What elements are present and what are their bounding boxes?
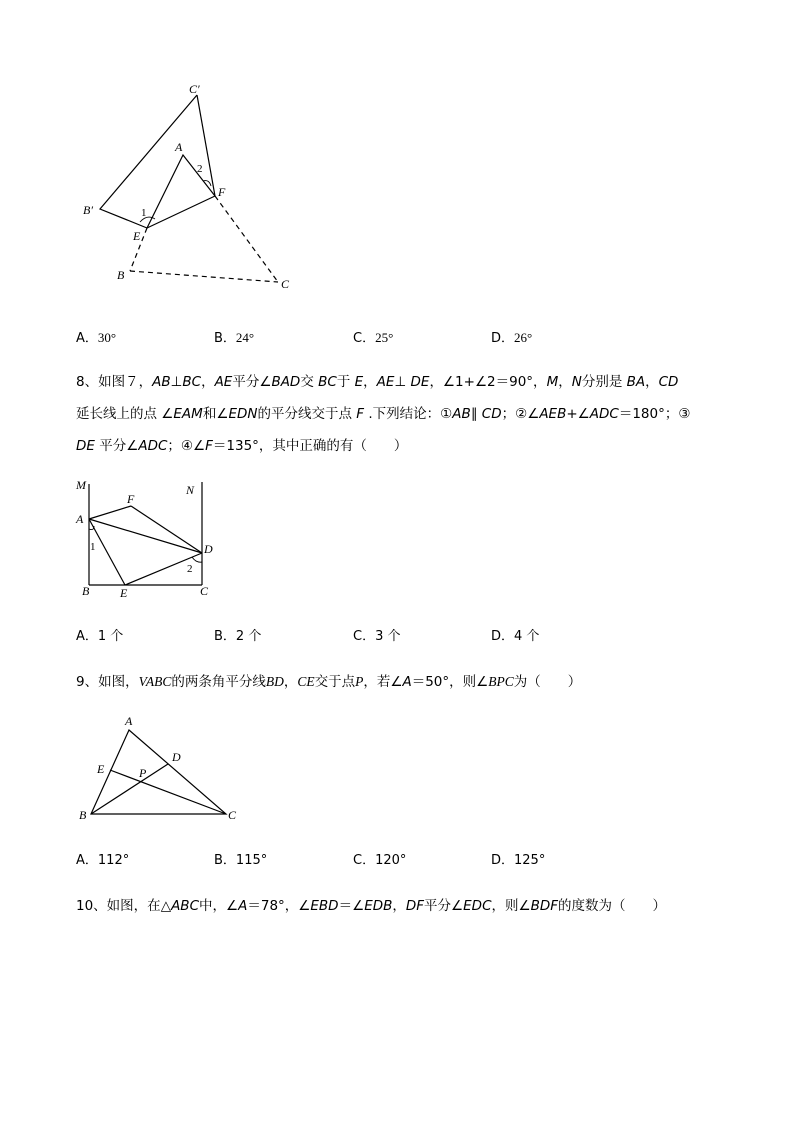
label-e: E — [120, 586, 128, 600]
label-angle-2: 2 — [187, 563, 193, 575]
q9-option-c[interactable] — [353, 849, 406, 868]
option-letter: B． — [214, 629, 236, 644]
q9-option-d[interactable] — [491, 849, 545, 868]
label-b: B — [82, 584, 90, 598]
label-m: M — [76, 478, 86, 492]
option-letter: D． — [491, 629, 515, 644]
label-angle-1: 1 — [141, 207, 147, 219]
option-value: 3 个 — [375, 629, 401, 644]
label-f: F — [127, 492, 135, 506]
q9-text: 9、如图，VABC的两条角平分线BD，CE交于点P，若∠A＝50°，则∠BPC为（ ） — [76, 674, 582, 690]
label-a: A — [76, 512, 84, 526]
label-n: N — [186, 483, 195, 497]
figure-angle-bisectors-triangle — [74, 712, 244, 824]
option-letter: B． — [214, 331, 236, 346]
option-value: 25° — [375, 330, 394, 345]
label-c-prime: C′ — [189, 82, 200, 96]
option-letter: A． — [76, 331, 98, 346]
label-c: C — [228, 808, 237, 822]
option-value: 125° — [514, 853, 546, 868]
label-p: P — [139, 766, 147, 780]
q10-text: 10、如图，在△ABC中，∠A＝78°，∠EBD＝∠EDB，DF平分∠EDC，则∠BDF的度数为（ ） — [76, 898, 667, 914]
label-e: E — [97, 762, 105, 776]
label-angle-2: 2 — [197, 163, 203, 175]
figure-quadrilateral-bisectors — [72, 476, 222, 602]
label-d: D — [172, 750, 181, 764]
label-e: E — [133, 229, 141, 243]
q8-text-line-2: 延长线上的点 ∠EAM和∠EDN的平分线交于点 F .下列结论：①AB∥ CD；②∠AEB+∠ADC＝180°；③ — [76, 406, 691, 422]
option-value: 26° — [514, 330, 533, 345]
q8-option-d[interactable] — [491, 625, 539, 644]
option-letter: A． — [76, 629, 98, 644]
q7-option-d[interactable] — [491, 327, 532, 346]
q9-option-a[interactable] — [76, 849, 129, 868]
option-letter: D． — [491, 331, 515, 346]
q8-option-a[interactable] — [76, 625, 123, 644]
option-value: 112° — [97, 853, 130, 868]
label-b: B — [117, 268, 125, 282]
option-letter: C． — [353, 853, 376, 868]
q9-option-b[interactable] — [214, 849, 267, 868]
q8-option-c[interactable] — [353, 625, 400, 644]
label-c: C — [281, 277, 290, 291]
label-a: A — [125, 714, 133, 728]
figure-folded-triangle — [70, 78, 310, 298]
label-f: F — [218, 185, 226, 199]
label-b: B — [79, 808, 87, 822]
q7-option-b[interactable] — [214, 327, 254, 346]
option-value: 2 个 — [235, 629, 262, 644]
label-c: C — [200, 584, 209, 598]
option-letter: C． — [353, 629, 376, 644]
label-b-prime: B′ — [83, 203, 93, 217]
option-value: 30° — [97, 330, 117, 345]
option-value: 4 个 — [514, 629, 540, 644]
option-letter: B． — [214, 853, 236, 868]
option-value: 24° — [235, 330, 255, 345]
option-value: 115° — [235, 853, 268, 868]
label-d: D — [204, 542, 213, 556]
option-letter: A． — [76, 853, 98, 868]
option-letter: C． — [353, 331, 376, 346]
q8-text-line-1: 8、如图７，AB⊥BC，AE平分∠BAD交 BC于 E，AE⊥ DE，∠1+∠2＝90°，M，N分别是 BA，CD — [76, 374, 679, 390]
option-value: 1 个 — [97, 629, 124, 644]
label-a: A — [175, 140, 183, 154]
q7-option-c[interactable] — [353, 327, 393, 346]
q8-option-b[interactable] — [214, 625, 261, 644]
q7-option-a[interactable] — [76, 327, 116, 346]
label-angle-1: 1 — [90, 541, 96, 553]
option-letter: D． — [491, 853, 515, 868]
q8-text-line-3: DE 平分∠ADC；④∠F＝135°，其中正确的有（ ） — [76, 438, 408, 454]
option-value: 120° — [375, 853, 407, 868]
